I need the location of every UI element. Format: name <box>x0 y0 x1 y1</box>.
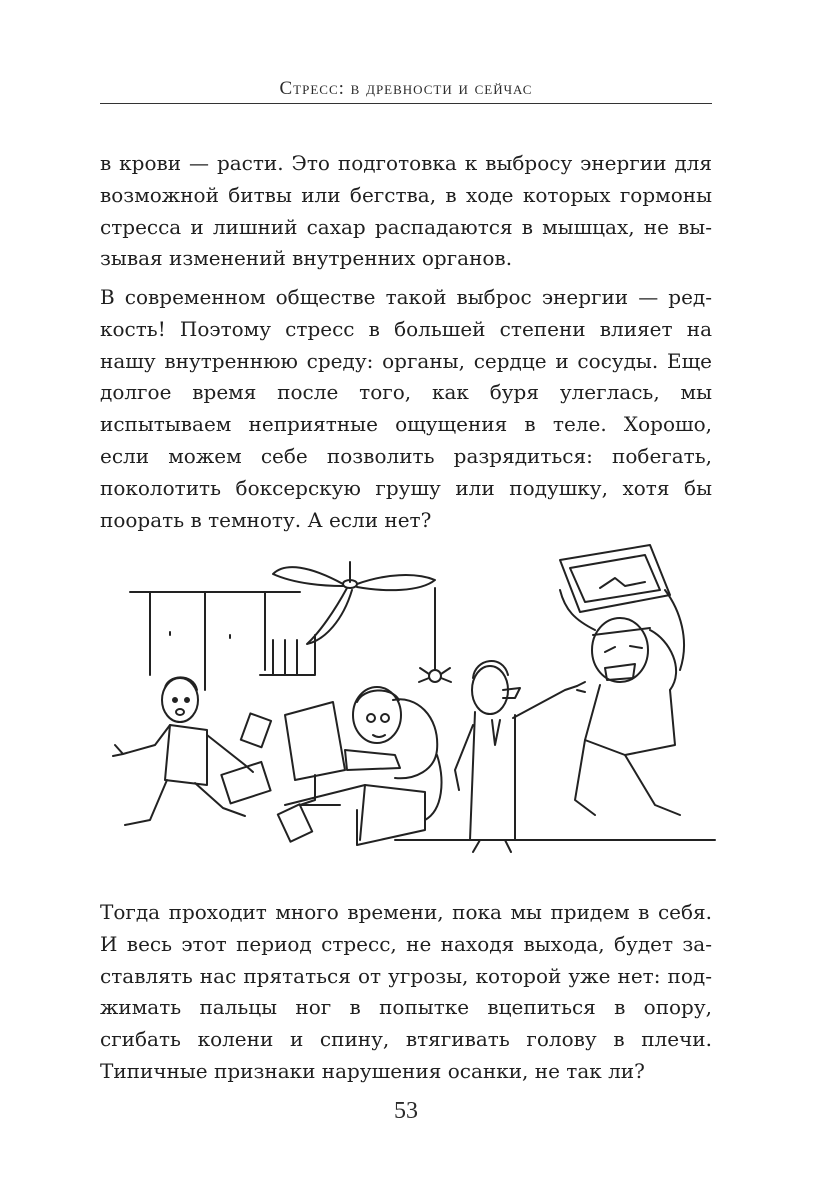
page-number: 53 <box>394 1098 418 1124</box>
header-rule <box>100 103 712 104</box>
spider <box>419 588 451 682</box>
pointing-manager <box>455 661 585 852</box>
running-man <box>113 677 312 841</box>
paragraph-2: В современном обществе такой выброс энергии — редкость! Поэтому стресс в большей степени влияет на нашу внутреннюю среду: органы, сердце и сосуды. Еще долгое время после того, как буря улеглась, мы испытываем неприятные ощущения в теле. Хорошо, если можем себе позволить разрядиться: побегать, поколотить боксерскую грушу или подушку, хотя бы поорать в темноту. А если нет? <box>100 285 712 532</box>
ceiling-fan <box>273 562 435 644</box>
paragraph-3: Тогда проходит много времени, пока мы придем в себя. И весь этот период стресс, не находя выхода, будет заставлять нас прятаться от угрозы, которой уже нет: поджимать пальцы ног в попытке вцепиться в опору, сгибать колени и спину, втягивать голову в плечи. Типичные признаки нарушения осанки, не так ли? <box>100 900 712 1083</box>
office-stress-illustration <box>95 540 735 860</box>
running-title: Стресс: в древности и сейчас <box>279 78 533 99</box>
angry-man-with-frame <box>560 545 684 815</box>
office-wall-lines <box>130 592 315 690</box>
paragraph-1: в крови — расти. Это подготовка к выбросу энергии для возможной битвы или бегства, в ходе которых гормоны стресса и лишний сахар распадаются в мышцах, не вызывая изменений внутренних органов. <box>100 151 712 271</box>
